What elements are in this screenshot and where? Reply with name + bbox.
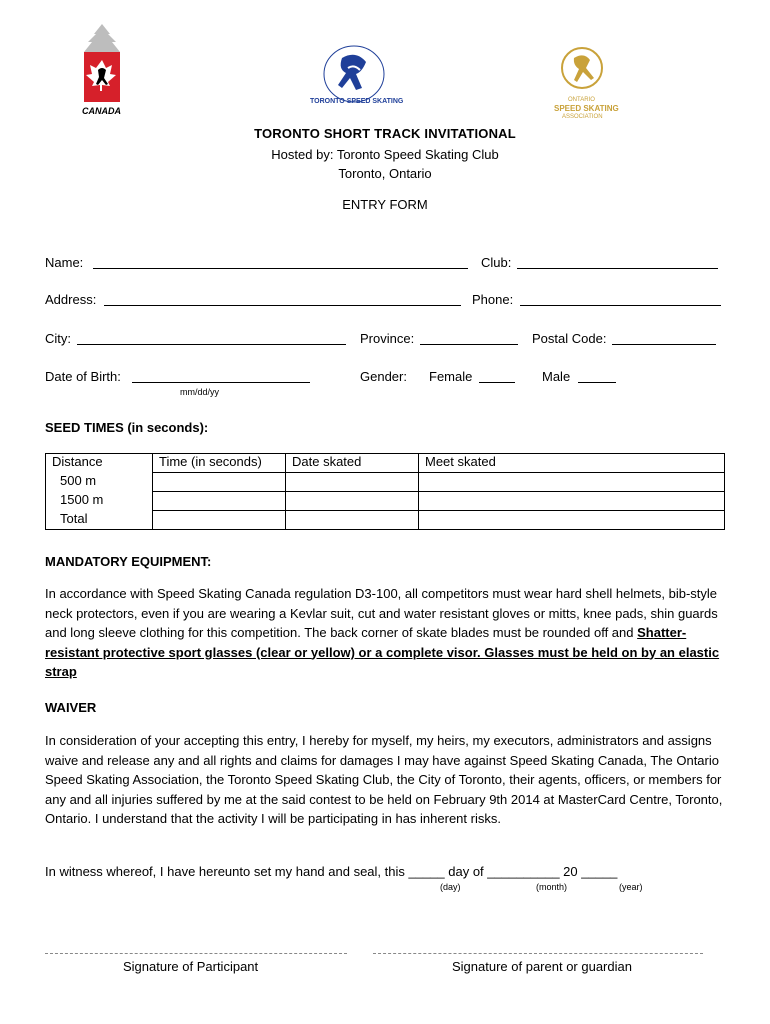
row-500m: 500 m — [46, 473, 153, 492]
toronto-speed-skating-logo — [310, 38, 404, 110]
form-name: ENTRY FORM — [342, 197, 428, 212]
month-hint: (month) — [536, 882, 568, 892]
cell-500-time[interactable] — [153, 473, 286, 492]
ontario-speed-skating-logo — [554, 44, 619, 120]
table-row — [46, 473, 725, 492]
name-label: Name: — [45, 255, 84, 270]
ontario-logo-text: SPEED SKATING — [554, 104, 619, 113]
cell-1500-date[interactable] — [286, 492, 419, 511]
maple-leaf-skater-icon — [78, 22, 126, 112]
gender-label: Gender: — [360, 369, 407, 384]
year-hint: (year) — [619, 882, 643, 892]
cell-500-meet[interactable] — [419, 473, 725, 492]
phone-label: Phone: — [472, 292, 514, 307]
row-1500m: 1500 m — [46, 492, 153, 511]
equipment-body: In accordance with Speed Skating Canada regulation D3-100, all competitors must wear hard shell helmets, bib-style neck protectors, even if you are wearing a Kevlar suit, cut and water resistant gloves or mitts, knee pads, shin guards and long sleeve clothing for this competition. The back corner of skate blades must be rounded off and — [45, 586, 718, 640]
address-field[interactable] — [104, 305, 461, 306]
province-field[interactable] — [420, 344, 518, 345]
male-label: Male — [542, 369, 571, 384]
dob-label: Date of Birth: — [45, 369, 121, 384]
cell-total-date[interactable] — [286, 511, 419, 530]
cell-1500-time[interactable] — [153, 492, 286, 511]
female-field[interactable] — [479, 382, 515, 383]
seed-times-heading: SEED TIMES (in seconds): — [45, 420, 209, 435]
address-label: Address: — [45, 292, 97, 307]
waiver-text: In consideration of your accepting this entry, I hereby for myself, my heirs, my executors, administrators and assigns waive and release any and all rights and claims for damages I may have against Speed Skating Canada, The Ontario Speed Skating Association, the Toronto Speed Skating Club, the City of Toronto, their agents, officers, or members for any and all injuries suffered by me at the said contest to be held on February 9th 2014 at MasterCard Centre, Toronto, Ontario. I understand that the activity I will be participating in has inherent risks. — [45, 733, 723, 826]
cell-total-time[interactable] — [153, 511, 286, 530]
col-distance: Distance — [46, 454, 153, 473]
canada-caption: CANADA — [82, 106, 121, 116]
col-time: Time (in seconds) — [153, 454, 286, 473]
cell-500-date[interactable] — [286, 473, 419, 492]
col-meet: Meet skated — [419, 454, 725, 473]
dob-hint: mm/dd/yy — [180, 387, 220, 397]
col-date: Date skated — [286, 454, 419, 473]
city-field[interactable] — [77, 344, 346, 345]
table-row — [46, 511, 725, 530]
phone-field[interactable] — [520, 305, 721, 306]
name-field[interactable] — [93, 268, 468, 269]
participant-signature-label: Signature of Participant — [123, 959, 259, 974]
table-row — [46, 454, 725, 473]
postal-code-field[interactable] — [612, 344, 716, 345]
row-total: Total — [46, 511, 153, 530]
seed-times-table — [45, 453, 725, 530]
male-field[interactable] — [578, 382, 616, 383]
toronto-logo-text: TORONTO SPEED SKATING — [310, 98, 404, 105]
equipment-text — [45, 584, 730, 682]
day-hint: (day) — [440, 882, 461, 892]
guardian-signature-field[interactable] — [373, 953, 703, 954]
table-row — [46, 492, 725, 511]
hosted-by: Hosted by: Toronto Speed Skating Club — [271, 147, 499, 162]
waiver-heading: WAIVER — [45, 700, 97, 715]
participant-signature-field[interactable] — [45, 953, 347, 954]
ontario-logo-bottom: ASSOCIATION — [562, 114, 603, 120]
speed-skating-canada-logo — [78, 22, 126, 118]
cell-total-meet[interactable] — [419, 511, 725, 530]
postal-code-label: Postal Code: — [532, 331, 607, 346]
club-field[interactable] — [517, 268, 718, 269]
witness-line: In witness whereof, I have hereunto set my hand and seal, this _____ day of __________ 20 _____ — [45, 864, 618, 879]
female-label: Female — [429, 369, 473, 384]
equipment-emphasis: Shatter-resistant protective sport glasses (clear or yellow) or a complete visor. Glasses must be held on by an elastic strap — [45, 625, 720, 679]
city-label: City: — [45, 331, 71, 346]
ontario-skater-icon — [554, 44, 610, 96]
equipment-heading: MANDATORY EQUIPMENT: — [45, 554, 212, 569]
ontario-logo-top: ONTARIO — [568, 97, 595, 103]
guardian-signature-label: Signature of parent or guardian — [452, 959, 632, 974]
location: Toronto, Ontario — [338, 166, 432, 181]
dob-field[interactable] — [132, 382, 310, 383]
page-title: TORONTO SHORT TRACK INVITATIONAL — [254, 126, 516, 141]
province-label: Province: — [360, 331, 415, 346]
club-label: Club: — [481, 255, 512, 270]
cell-1500-meet[interactable] — [419, 492, 725, 511]
